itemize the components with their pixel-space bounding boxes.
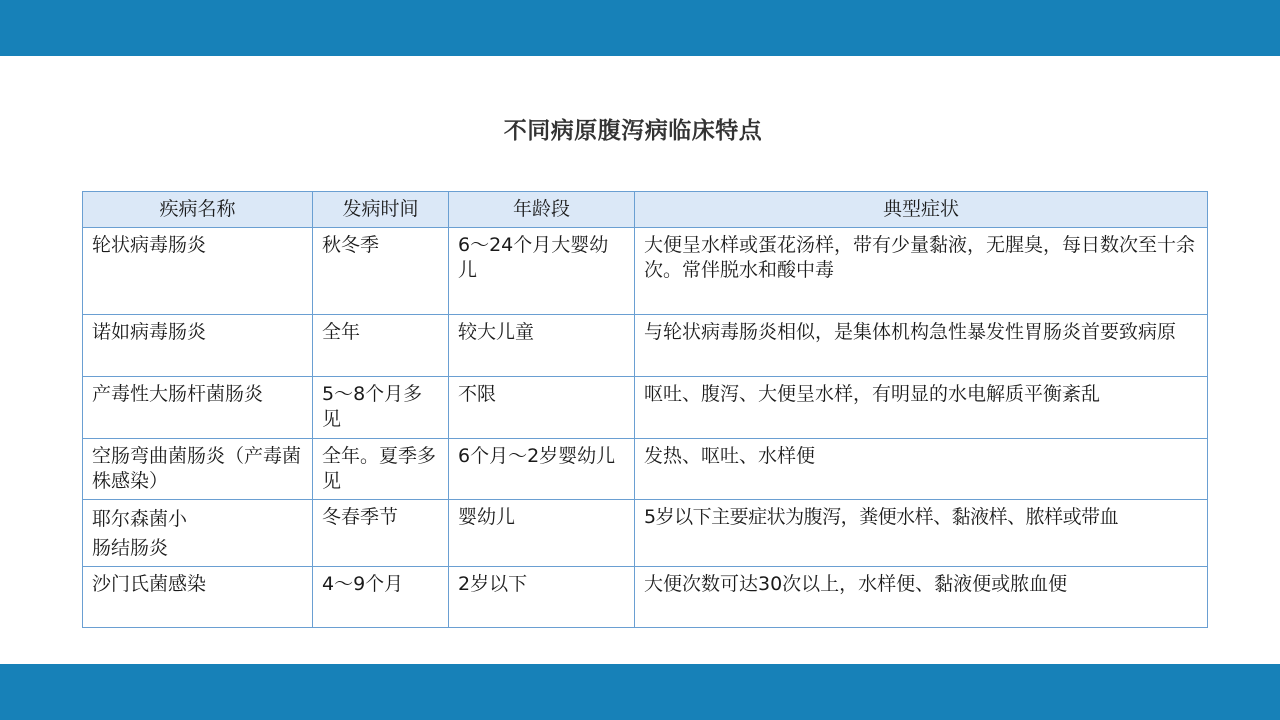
cell-age-group: 6个月～2岁婴幼儿 <box>449 439 635 500</box>
table-row <box>83 228 1208 315</box>
cell-typical-symptoms: 发热、呕吐、水样便 <box>635 439 1208 500</box>
header-typical-symptoms: 典型症状 <box>635 192 1208 228</box>
table-row <box>83 567 1208 628</box>
cell-disease-name: 沙门氏菌感染 <box>83 567 313 628</box>
cell-typical-symptoms: 大便呈水样或蛋花汤样，带有少量黏液，无腥臭，每日数次至十余次。常伴脱水和酸中毒 <box>635 228 1208 315</box>
cell-age-group: 2岁以下 <box>449 567 635 628</box>
top-banner <box>0 0 1280 56</box>
cell-onset-season: 5～8个月多见 <box>313 377 449 439</box>
bottom-banner <box>0 664 1280 720</box>
cell-onset-season: 冬春季节 <box>313 500 449 567</box>
cell-typical-symptoms: 呕吐、腹泻、大便呈水样，有明显的水电解质平衡紊乱 <box>635 377 1208 439</box>
cell-onset-season: 4～9个月 <box>313 567 449 628</box>
cell-typical-symptoms: 与轮状病毒肠炎相似，是集体机构急性暴发性胃肠炎首要致病原 <box>635 315 1208 377</box>
cell-disease-name: 耶尔森菌小 肠结肠炎 <box>83 500 313 567</box>
table-header-row <box>83 192 1208 228</box>
cell-age-group: 不限 <box>449 377 635 439</box>
cell-disease-name: 空肠弯曲菌肠炎（产毒菌株感染） <box>83 439 313 500</box>
cell-disease-name: 轮状病毒肠炎 <box>83 228 313 315</box>
table-row <box>83 439 1208 500</box>
header-age-group: 年龄段 <box>449 192 635 228</box>
page-title: 不同病原腹泻病临床特点 <box>503 118 763 144</box>
header-onset-season: 发病时间 <box>313 192 449 228</box>
cell-onset-season: 秋冬季 <box>313 228 449 315</box>
table-row <box>83 500 1208 567</box>
cell-onset-season: 全年。夏季多见 <box>313 439 449 500</box>
clinical-features-table <box>82 191 1208 628</box>
cell-age-group: 较大儿童 <box>449 315 635 377</box>
cell-age-group: 6～24个月大婴幼儿 <box>449 228 635 315</box>
cell-onset-season: 全年 <box>313 315 449 377</box>
cell-age-group: 婴幼儿 <box>449 500 635 567</box>
table-row <box>83 315 1208 377</box>
table-row <box>83 377 1208 439</box>
cell-disease-name: 诺如病毒肠炎 <box>83 315 313 377</box>
cell-typical-symptoms: 5岁以下主要症状为腹泻，粪便水样、黏液样、脓样或带血 <box>635 500 1208 567</box>
header-disease-name: 疾病名称 <box>83 192 313 228</box>
cell-disease-name: 产毒性大肠杆菌肠炎 <box>83 377 313 439</box>
cell-typical-symptoms: 大便次数可达30次以上，水样便、黏液便或脓血便 <box>635 567 1208 628</box>
